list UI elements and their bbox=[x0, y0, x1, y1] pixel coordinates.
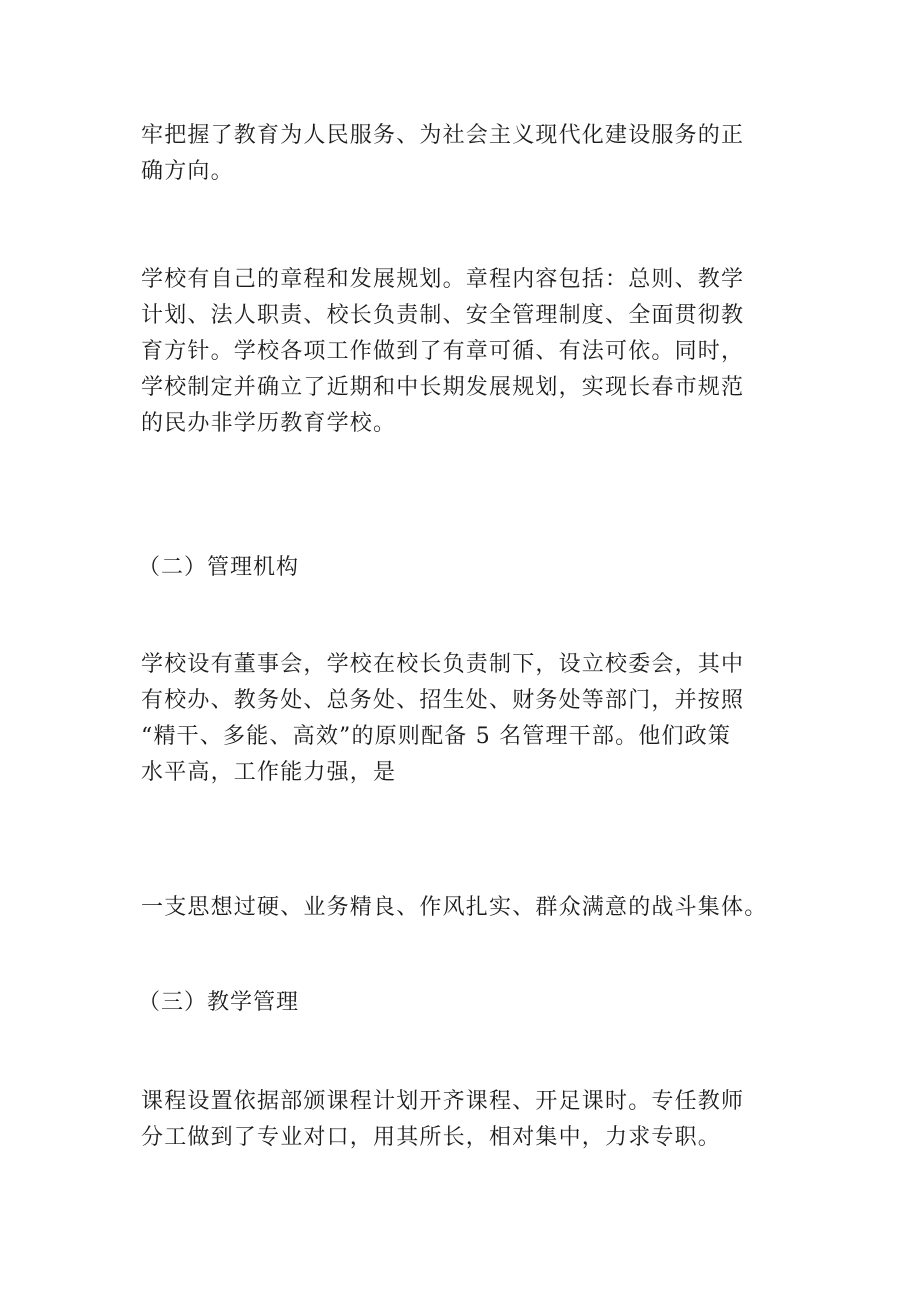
text-line: 牢把握了教育为人民服务、为社会主义现代化建设服务的正 bbox=[141, 123, 745, 148]
paragraph-curriculum bbox=[141, 1084, 786, 1156]
text-line: 计划、法人职责、校长负责制、安全管理制度、全面贯彻教 bbox=[141, 303, 745, 328]
text-line: 的民办非学历教育学校。 bbox=[141, 411, 397, 436]
text-line: “精干、多能、高效”的原则配备 5 名管理干部。他们政策 bbox=[141, 724, 732, 749]
text-line: 学校制定并确立了近期和中长期发展规划，实现长春市规范 bbox=[141, 375, 745, 400]
paragraph-charter-and-plan bbox=[141, 262, 786, 442]
text-line: 学校有自己的章程和发展规划。章程内容包括：总则、教学 bbox=[141, 267, 745, 292]
paragraph-management-structure bbox=[141, 647, 786, 791]
text-line: 学校设有董事会，学校在校长负责制下，设立校委会，其中 bbox=[141, 652, 745, 677]
section-heading-management: （二）管理机构 bbox=[138, 555, 300, 580]
text-line: 有校办、教务处、总务处、招生处、财务处等部门，并按照 bbox=[141, 688, 745, 713]
paragraph-team-description bbox=[141, 890, 786, 926]
text-line: 课程设置依据部颁课程计划开齐课程、开足课时。专任教师 bbox=[141, 1089, 745, 1114]
text-line: 分工做到了专业对口，用其所长，相对集中，力求专职。 bbox=[141, 1125, 722, 1150]
section-heading-teaching: （三）教学管理 bbox=[138, 990, 300, 1015]
text-line: 一支思想过硬、业务精良、作风扎实、群众满意的战斗集体。 bbox=[141, 895, 768, 920]
paragraph-education-direction bbox=[141, 118, 786, 190]
text-line: 水平高，工作能力强，是 bbox=[141, 760, 397, 785]
text-line: 确方向。 bbox=[141, 159, 234, 184]
text-line: 育方针。学校各项工作做到了有章可循、有法可依。同时， bbox=[141, 339, 745, 364]
